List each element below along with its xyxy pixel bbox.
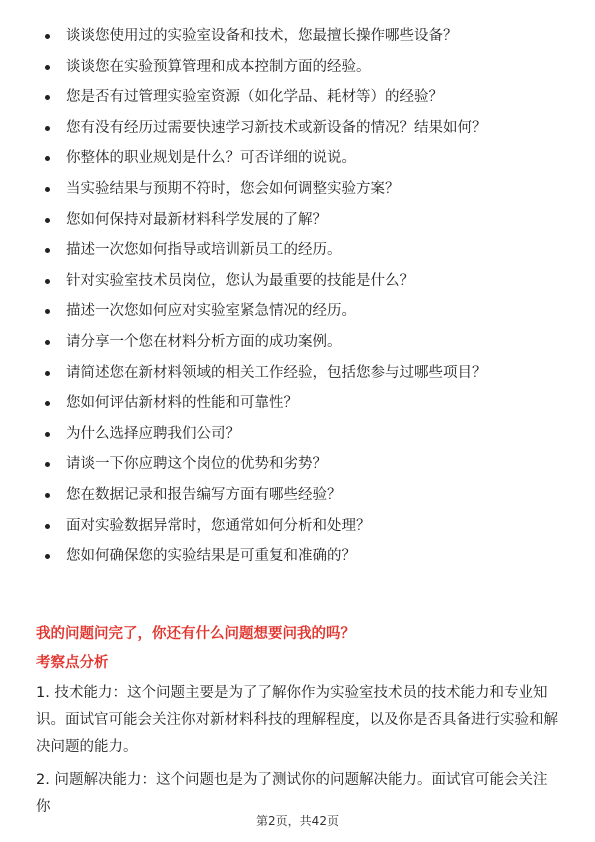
bullet-icon bbox=[45, 462, 50, 467]
bullet-icon bbox=[45, 401, 50, 406]
list-item bbox=[44, 483, 564, 507]
question-text: 针对实验室技术员岗位，您认为最重要的技能是什么？ bbox=[66, 272, 414, 289]
question-text: 您在数据记录和报告编写方面有哪些经验？ bbox=[66, 486, 342, 503]
list-item bbox=[44, 177, 564, 201]
question-text: 为什么选择应聘我们公司？ bbox=[66, 425, 240, 442]
bullet-icon bbox=[45, 554, 50, 559]
list-item bbox=[44, 24, 564, 48]
bullet-icon bbox=[45, 156, 50, 161]
question-text: 谈谈您使用过的实验室设备和技术，您最擅长操作哪些设备？ bbox=[66, 28, 458, 44]
page-number: 第2页，共42页 bbox=[256, 814, 339, 828]
list-item bbox=[44, 238, 564, 262]
page-footer bbox=[0, 812, 595, 829]
question-text: 您是否有过管理实验室资源（如化学品、耗材等）的经验？ bbox=[66, 89, 443, 106]
bullet-icon bbox=[45, 340, 50, 345]
bullet-icon bbox=[45, 34, 50, 39]
question-text: 您如何评估新材料的性能和可靠性？ bbox=[66, 395, 298, 412]
bullet-icon bbox=[45, 524, 50, 529]
list-item bbox=[44, 116, 564, 140]
question-text: 请谈一下你应聘这个岗位的优势和劣势？ bbox=[66, 456, 327, 473]
bullet-icon bbox=[45, 279, 50, 284]
bullet-icon bbox=[45, 309, 50, 314]
bullet-icon bbox=[45, 371, 50, 376]
list-item bbox=[44, 146, 564, 170]
list-item bbox=[44, 85, 564, 109]
list-item bbox=[44, 544, 564, 568]
question-text: 您如何保持对最新材料科学发展的了解？ bbox=[66, 211, 327, 228]
list-item bbox=[44, 299, 564, 323]
analysis-body bbox=[36, 680, 560, 827]
bullet-icon bbox=[45, 248, 50, 253]
analysis-paragraph: 2. 问题解决能力：这个问题也是为了测试你的问题解决能力。面试官可能会关注你 bbox=[36, 772, 548, 815]
list-item bbox=[44, 330, 564, 354]
bullet-icon bbox=[45, 187, 50, 192]
question-text: 面对实验数据异常时，您通常如何分析和处理？ bbox=[66, 517, 371, 534]
analysis-paragraph: 1. 技术能力：这个问题主要是为了了解你作为实验室技术员的技术能力和专业知识。面试官可能会关注你对新材料科技的理解程度，以及你是否具备进行实验和解决问题的能力。 bbox=[36, 685, 558, 755]
question-text: 描述一次您如何应对实验室紧急情况的经历。 bbox=[66, 303, 356, 320]
list-item bbox=[44, 208, 564, 232]
bullet-icon bbox=[45, 493, 50, 498]
bullet-icon bbox=[45, 218, 50, 223]
question-list bbox=[44, 24, 564, 575]
list-item bbox=[44, 269, 564, 293]
question-text: 请简述您在新材料领域的相关工作经验，包括您参与过哪些项目？ bbox=[66, 364, 487, 381]
list-item bbox=[44, 514, 564, 538]
list-item bbox=[44, 452, 564, 476]
bullet-icon bbox=[45, 65, 50, 70]
list-item bbox=[44, 422, 564, 446]
list-item bbox=[44, 55, 564, 79]
bullet-icon bbox=[45, 95, 50, 100]
analysis-heading: 考察点分析 bbox=[36, 655, 109, 671]
question-text: 你整体的职业规划是什么？可否详细的说说。 bbox=[66, 150, 356, 167]
bullet-icon bbox=[45, 432, 50, 437]
question-text: 描述一次您如何指导或培训新员工的经历。 bbox=[66, 242, 342, 259]
list-item bbox=[44, 361, 564, 385]
question-text: 请分享一个您在材料分析方面的成功案例。 bbox=[66, 333, 342, 350]
bullet-icon bbox=[45, 126, 50, 131]
question-text: 您有没有经历过需要快速学习新技术或新设备的情况？结果如何？ bbox=[66, 119, 487, 136]
question-text: 您如何确保您的实验结果是可重复和准确的？ bbox=[66, 548, 356, 565]
closing-question: 我的问题问完了，你还有什么问题想要问我的吗？ bbox=[36, 626, 355, 642]
list-item bbox=[44, 391, 564, 415]
question-text: 当实验结果与预期不符时，您会如何调整实验方案？ bbox=[66, 180, 400, 197]
question-text: 谈谈您在实验预算管理和成本控制方面的经验。 bbox=[66, 58, 371, 75]
